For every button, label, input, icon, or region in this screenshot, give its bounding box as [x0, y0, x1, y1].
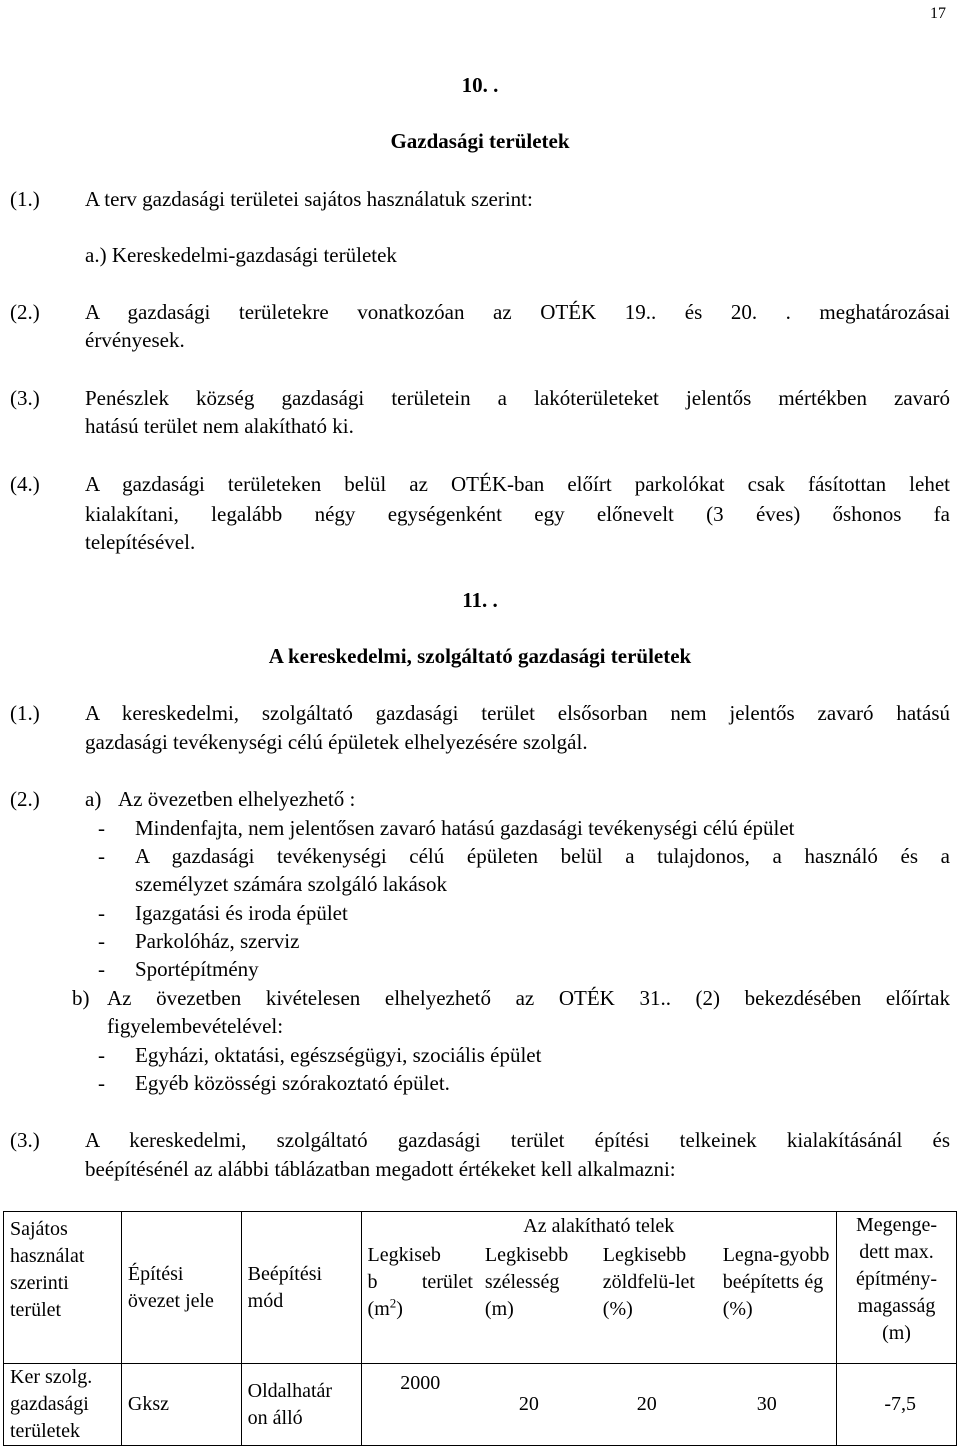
section-10-number: 10. .	[461, 73, 499, 97]
s10-p1-item: a.) Kereskedelmi-gazdasági területek	[85, 243, 397, 267]
s11-p2-b-line1: Az övezetben kivételesen elhelyezhető az OTÉK 31.. (2) bekezdésében előírtak	[107, 986, 950, 1010]
header-max-coverage: Legna-gyobb beépítetts ég (%)	[717, 1242, 837, 1364]
s11-p1-line2: gazdasági tevékenységi célú épületek elhelyezésére szolgál.	[85, 730, 588, 754]
header-max-height: Megenge-dett max. építmény-magasság (m)	[837, 1212, 957, 1364]
header-min-area-sup: 2	[389, 1294, 397, 1310]
dash: -	[98, 929, 105, 953]
s10-p3-line1: Penészlek község gazdasági területein a lakóterületeket jelentős mértékben zavaró	[85, 386, 950, 410]
s11-p3-line2: beépítésénél az alábbi táblázatban megadott értékeket kell alkalmazni:	[85, 1157, 676, 1181]
s11-p2-a-item-2: A gazdasági tevékenységi célú épületen belül a tulajdonos, a használó és a	[135, 844, 950, 868]
dash: -	[98, 816, 105, 840]
s10-p4-label: (4.)	[10, 472, 40, 496]
header-min-area-l3	[368, 1296, 473, 1323]
section-11-title: A kereskedelmi, szolgáltató gazdasági területek	[268, 644, 692, 668]
s11-p2-b-item-2: Egyéb közösségi szórakoztató épület.	[135, 1071, 450, 1095]
s11-p2-a-label: a)	[85, 787, 102, 811]
s10-p1-label: (1.)	[10, 187, 40, 211]
s10-p2-line1: A gazdasági területekre vonatkozóan az OTÉK 19.. és 20. . meghatározásai	[85, 300, 950, 324]
header-min-area-l2: b terület	[367, 1270, 473, 1293]
s11-p1-label: (1.)	[10, 701, 40, 725]
s10-p1-text: A terv gazdasági területei sajátos használatuk szerint:	[85, 187, 533, 211]
dash: -	[98, 957, 105, 981]
cell-min-width: 20	[479, 1364, 597, 1446]
s11-p2-a-intro: Az övezetben elhelyezhető :	[118, 787, 356, 811]
s11-p2-a-item-3: Igazgatási és iroda épület	[135, 901, 348, 925]
s11-p2-b-line2: figyelembevételével:	[107, 1014, 284, 1038]
header-min-area	[361, 1242, 479, 1364]
s10-p4-line2: kialakítani, legalább négy egységenként egy előnevelt (3 éves) őshonos fa	[85, 502, 950, 526]
dash: -	[98, 901, 105, 925]
s11-p3-label: (3.)	[10, 1128, 40, 1152]
cell-max-coverage: 30	[717, 1364, 837, 1446]
cell-min-green: 20	[597, 1364, 717, 1446]
header-group-plot: Az alakítható telek	[361, 1212, 837, 1242]
s11-p2-b-label: b)	[72, 986, 90, 1010]
zoning-table	[3, 1211, 957, 1446]
s10-p3-line2: hatású terület nem alakítható ki.	[85, 414, 354, 438]
s11-p2-a-item-4: Parkolóház, szerviz	[135, 929, 300, 953]
cell-land-use: Ker szolg. gazdasági területek	[4, 1364, 122, 1446]
s11-p2-b-item-1: Egyházi, oktatási, egészségügyi, szociális épület	[135, 1043, 542, 1067]
s11-p3-line1: A kereskedelmi, szolgáltató gazdasági terület építési telkeinek kialakításánál és	[85, 1128, 950, 1152]
header-land-use: Sajátos használat szerinti terület	[4, 1212, 122, 1364]
cell-building-mode: Oldalhatár on álló	[241, 1364, 361, 1446]
s10-p4-line1: A gazdasági területeken belül az OTÉK-ban előírt parkolókat csak fásítottan lehet	[85, 472, 950, 496]
header-min-area-l1: Legkiseb	[367, 1243, 441, 1266]
dash: -	[98, 844, 105, 868]
page-number: 17	[930, 5, 946, 22]
cell-min-area: 2000	[361, 1364, 479, 1446]
dash: -	[98, 1071, 105, 1095]
header-building-mode: Beépítési mód	[241, 1212, 361, 1364]
s11-p1-line1: A kereskedelmi, szolgáltató gazdasági terület elsősorban nem jelentős zavaró hatású	[85, 701, 950, 725]
s11-p2-a-item-5: Sportépítmény	[135, 957, 259, 981]
s11-p2-a-item-2-cont: személyzet számára szolgáló lakások	[135, 872, 447, 896]
s10-p4-line3: telepítésével.	[85, 530, 196, 554]
s10-p2-line2: érvényesek.	[85, 328, 185, 352]
s11-p2-a-item-1: Mindenfajta, nem jelentősen zavaró hatású gazdasági tevékenységi célú épület	[135, 816, 795, 840]
section-10-title: Gazdasági területek	[390, 129, 570, 153]
dash: -	[98, 1043, 105, 1067]
header-min-area-close: )	[396, 1297, 403, 1320]
cell-zone-code: Gksz	[121, 1364, 241, 1446]
header-min-green: Legkisebb zöldfelü-let (%)	[597, 1242, 717, 1364]
cell-max-height: -7,5	[837, 1364, 957, 1446]
s11-p2-label: (2.)	[10, 787, 40, 811]
header-min-width: Legkisebb szélesség (m)	[479, 1242, 597, 1364]
section-11-number: 11. .	[462, 588, 498, 612]
header-min-area-unit: (m	[367, 1297, 390, 1320]
header-zone-code: Építési övezet jele	[121, 1212, 241, 1364]
s10-p2-label: (2.)	[10, 300, 40, 324]
s10-p3-label: (3.)	[10, 386, 40, 410]
